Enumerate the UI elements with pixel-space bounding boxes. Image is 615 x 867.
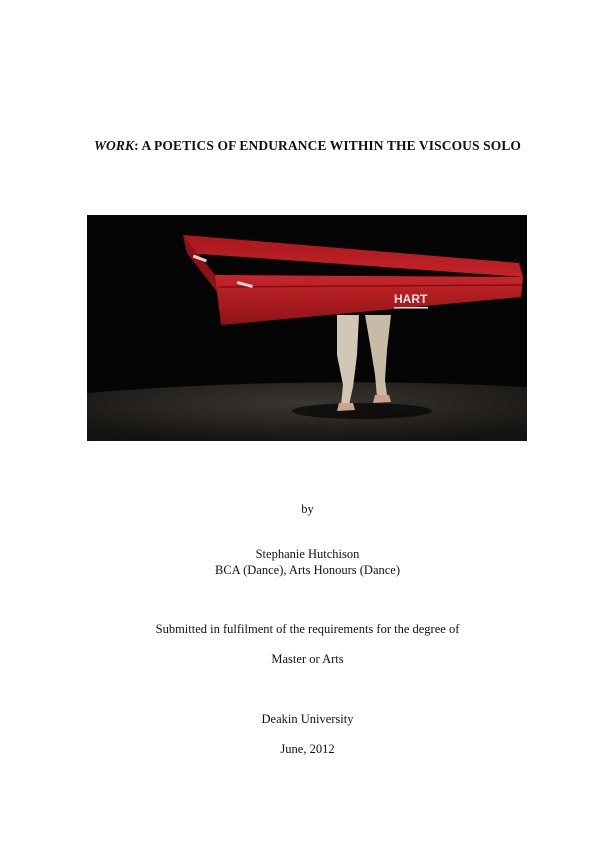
university-name: Deakin University: [261, 712, 354, 726]
cover-photo: [87, 215, 527, 441]
by-label: by: [301, 502, 314, 516]
degree-name: Master or Arts: [271, 652, 344, 666]
submission-statement: Submitted in fulfilment of the requirements for the degree of: [155, 622, 460, 636]
thesis-title-rest: : A POETICS OF ENDURANCE WITHIN THE VISCOUS SOLO: [134, 138, 522, 153]
thesis-title: [0, 138, 615, 154]
author-name: Stephanie Hutchison: [255, 547, 360, 561]
mat-brand-logo: HART: [394, 292, 428, 306]
submission-date: June, 2012: [280, 742, 335, 756]
author-qualifications: BCA (Dance), Arts Honours (Dance): [214, 563, 401, 577]
thesis-title-italic: WORK: [93, 138, 135, 153]
dancer-carrying-mat-image: [87, 215, 527, 441]
